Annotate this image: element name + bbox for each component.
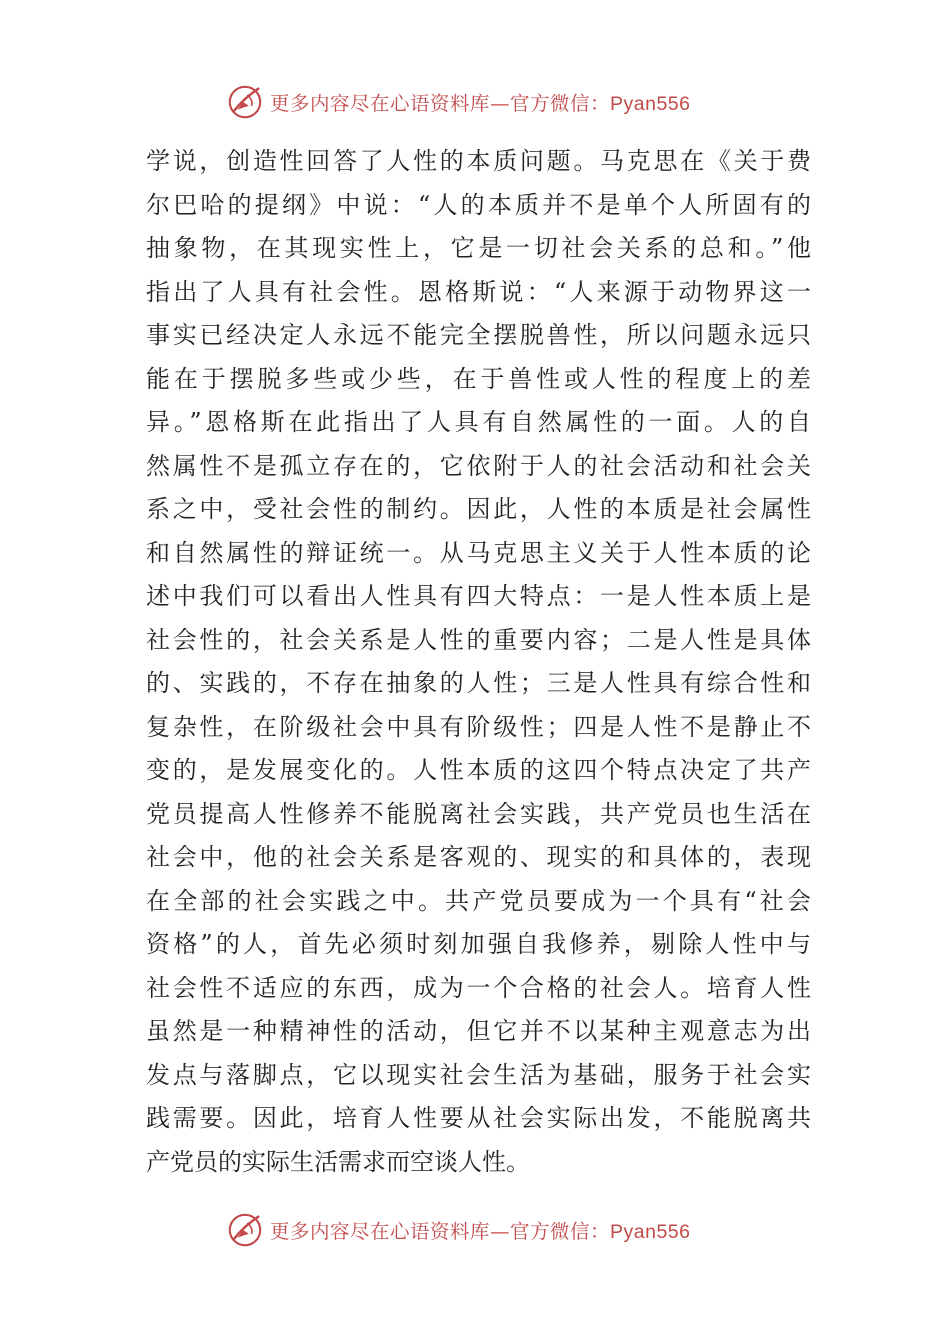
text-line: 然属性不是孤立存在的，它依附于人的社会活动和社会关	[146, 451, 811, 480]
text-line: 事实已经决定人永远不能完全摆脱兽性，所以问题永远只	[146, 321, 811, 349]
pen-circle-logo-icon	[226, 83, 264, 121]
wechat-id: Pyan556	[610, 1221, 691, 1243]
watermark-text: 更多内容尽在心语资料库—官方微信：Pyan556	[270, 92, 691, 115]
text-line: 在全部的社会实践之中。共产党员要成为一个具有“社会	[146, 886, 811, 915]
text-line: 系之中，受社会性的制约。因此，人性的本质是社会属性	[146, 495, 811, 523]
text-line: 指出了人具有社会性。恩格斯说：“人来源于动物界这一	[146, 277, 811, 306]
text-line: 产党员的实际生活需求而空谈人性。	[146, 1147, 530, 1176]
document-body	[146, 140, 811, 1184]
text-line: 践需要。因此，培育人性要从社会实际出发，不能脱离共	[146, 1104, 811, 1132]
text-line: 资格”的人，首先必须时刻加强自我修养，剔除人性中与	[146, 930, 811, 958]
watermark-text: 更多内容尽在心语资料库—官方微信：Pyan556	[270, 1220, 691, 1243]
text-line: 和自然属性的辩证统一。从马克思主义关于人性本质的论	[146, 538, 811, 567]
text-line: 复杂性，在阶级社会中具有阶级性；四是人性不是静止不	[146, 712, 811, 741]
text-line: 异。”恩格斯在此指出了人具有自然属性的一面。人的自	[146, 408, 811, 436]
text-line: 变的，是发展变化的。人性本质的这四个特点决定了共产	[146, 756, 811, 784]
pen-circle-logo-icon	[226, 1211, 264, 1249]
footer-watermark	[226, 1208, 746, 1252]
text-line: 尔巴哈的提纲》中说：“人的本质并不是单个人所固有的	[146, 190, 811, 219]
text-line: 发点与落脚点，它以现实社会生活为基础，服务于社会实	[146, 1060, 811, 1089]
text-line: 能在于摆脱多些或少些，在于兽性或人性的程度上的差	[146, 364, 811, 393]
text-line: 虽然是一种精神性的活动，但它并不以某种主观意志为出	[146, 1017, 811, 1045]
text-line: 社会中，他的社会关系是客观的、现实的和具体的，表现	[146, 843, 811, 871]
text-line: 抽象物，在其现实性上，它是一切社会关系的总和。”他	[146, 234, 811, 262]
text-line: 社会性的，社会关系是人性的重要内容；二是人性是具体	[146, 625, 811, 654]
header-watermark	[226, 80, 746, 124]
text-line: 的、实践的，不存在抽象的人性；三是人性具有综合性和	[146, 669, 811, 697]
text-line: 述中我们可以看出人性具有四大特点：一是人性本质上是	[146, 582, 811, 610]
wechat-id: Pyan556	[610, 93, 691, 115]
text-line: 学说，创造性回答了人性的本质问题。马克思在《关于费	[146, 147, 811, 175]
text-line: 党员提高人性修养不能脱离社会实践，共产党员也生活在	[146, 799, 811, 828]
text-line: 社会性不适应的东西，成为一个合格的社会人。培育人性	[146, 973, 811, 1002]
